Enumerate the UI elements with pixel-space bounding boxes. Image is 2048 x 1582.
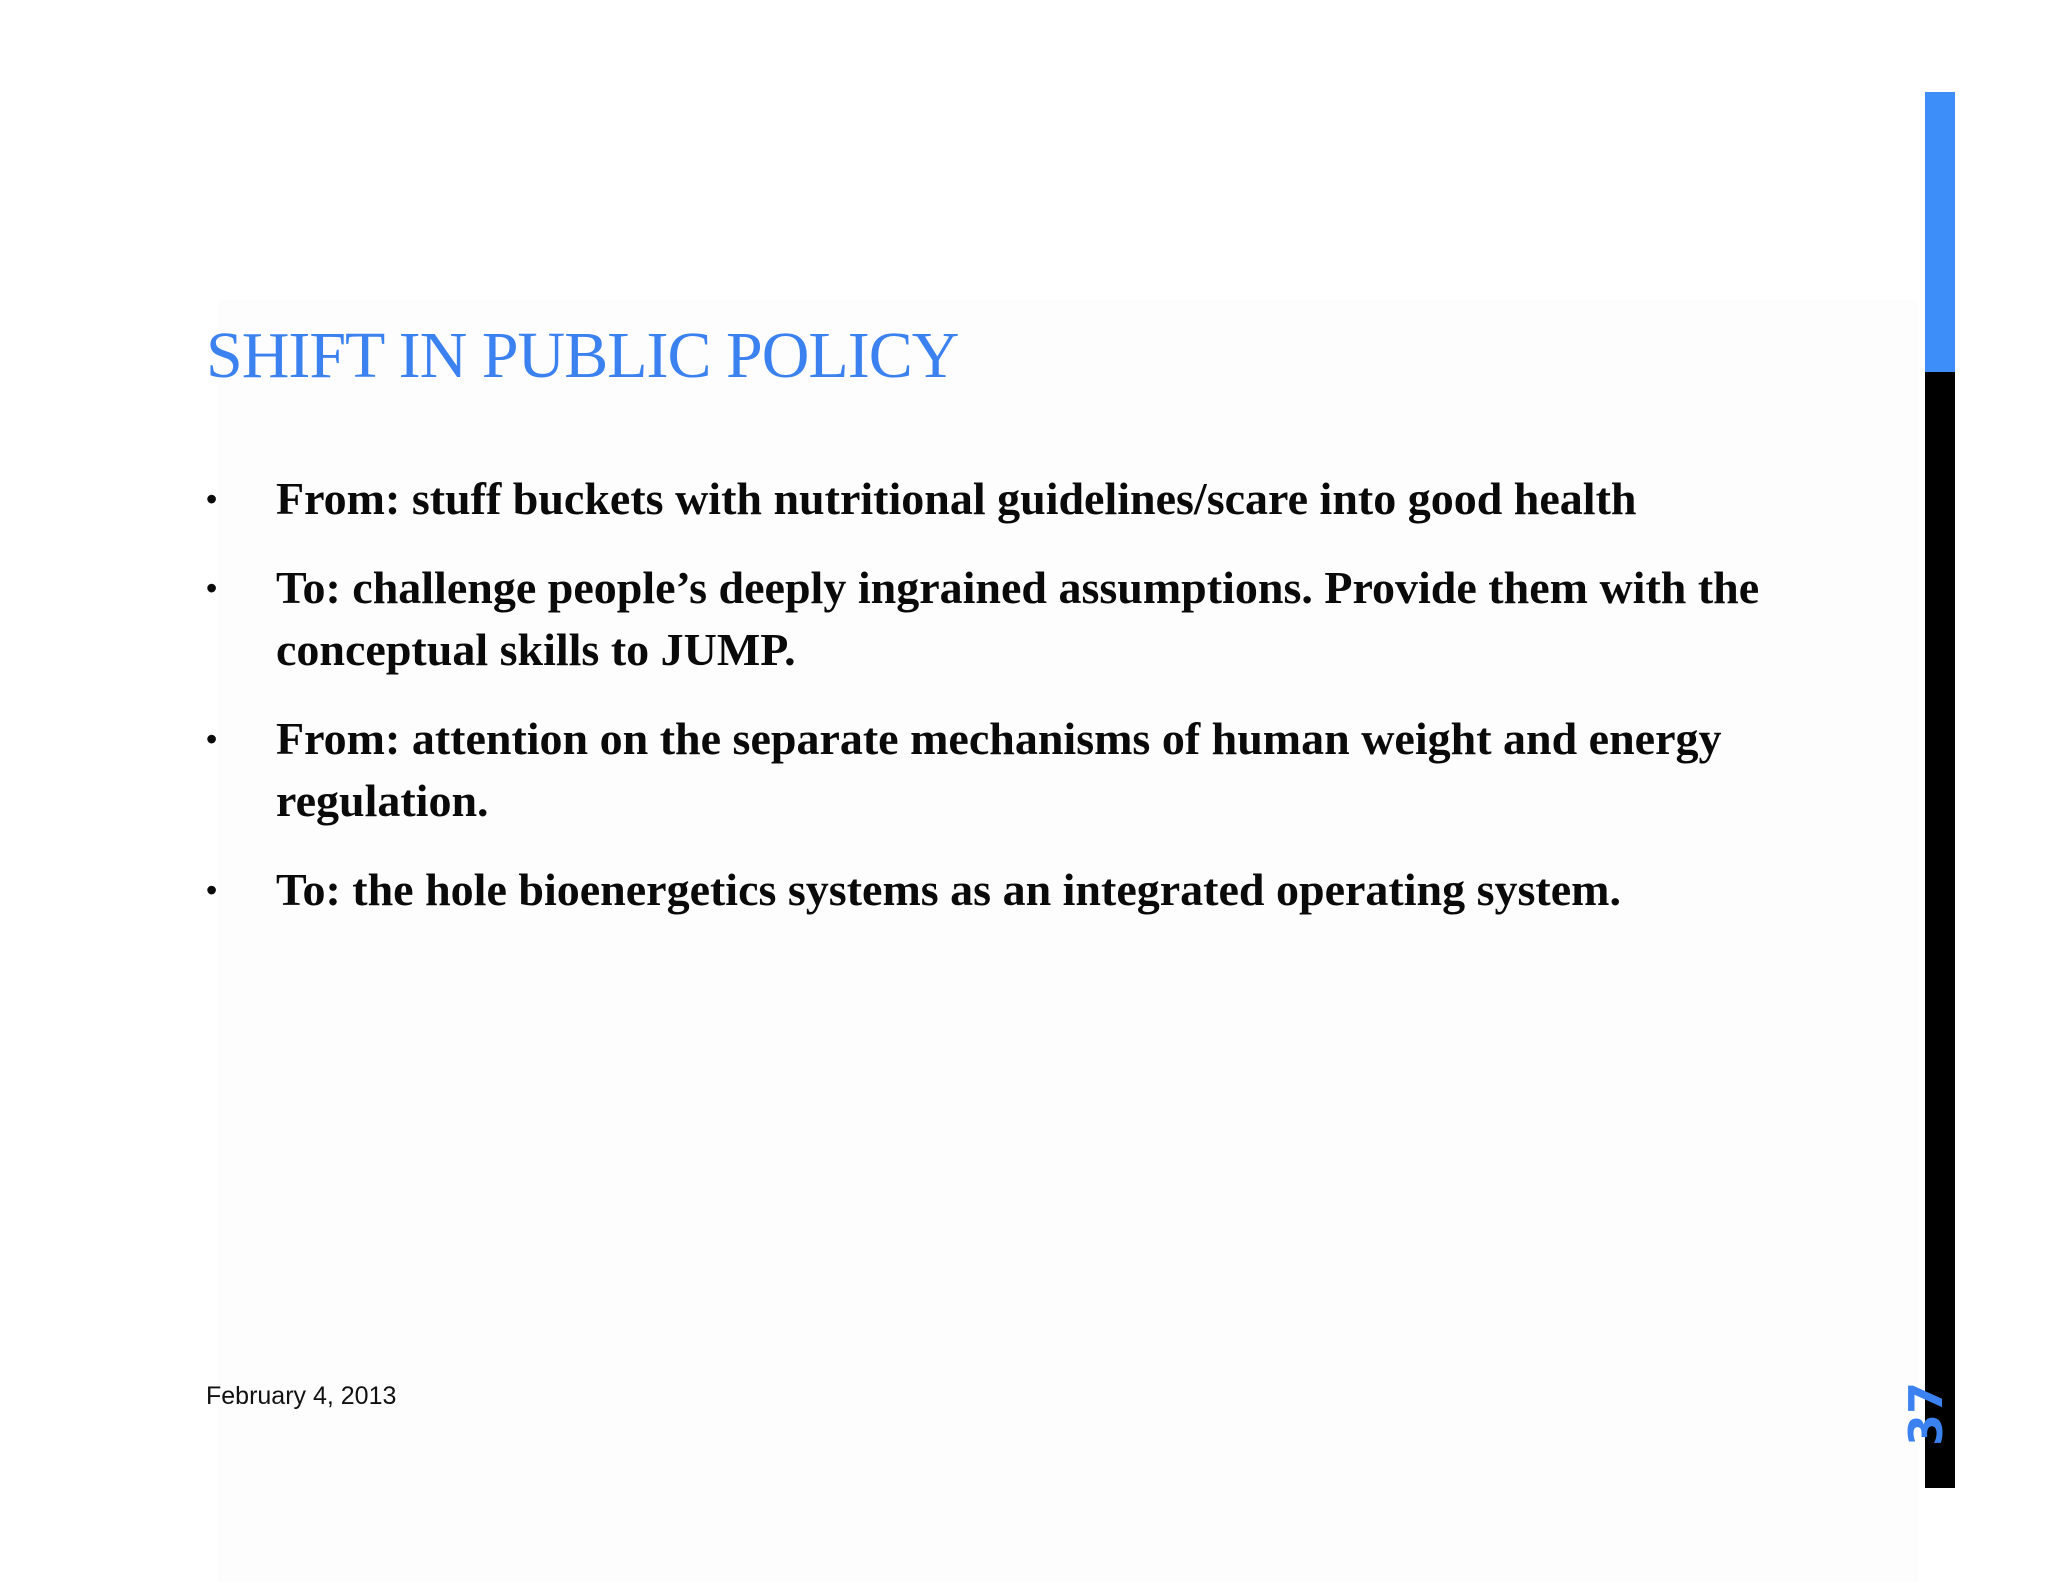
bullet-text: To: challenge people’s deeply ingrained assumptions. Provide them with the conceptual skills to JUMP. bbox=[276, 562, 1760, 675]
bullet-item bbox=[206, 708, 1766, 832]
bullet-list bbox=[206, 468, 1766, 948]
bullet-text: From: attention on the separate mechanisms of human weight and energy regulation. bbox=[276, 713, 1722, 826]
bullet-text: To: the hole bioenergetics systems as an integrated operating system. bbox=[276, 864, 1621, 915]
bullet-icon: • bbox=[206, 872, 218, 908]
bullet-item bbox=[206, 859, 1766, 921]
page-number: 37 bbox=[1899, 1382, 1953, 1447]
bullet-icon: • bbox=[206, 721, 218, 757]
bullet-icon: • bbox=[206, 481, 218, 517]
bullet-item bbox=[206, 468, 1766, 530]
slide-title: SHIFT IN PUBLIC POLICY bbox=[206, 319, 959, 392]
bullet-text: From: stuff buckets with nutritional guidelines/scare into good health bbox=[276, 473, 1637, 524]
side-bar-accent bbox=[1925, 92, 1955, 372]
footer-date: February 4, 2013 bbox=[206, 1382, 397, 1410]
bullet-item bbox=[206, 557, 1766, 681]
bullet-icon: • bbox=[206, 570, 218, 606]
